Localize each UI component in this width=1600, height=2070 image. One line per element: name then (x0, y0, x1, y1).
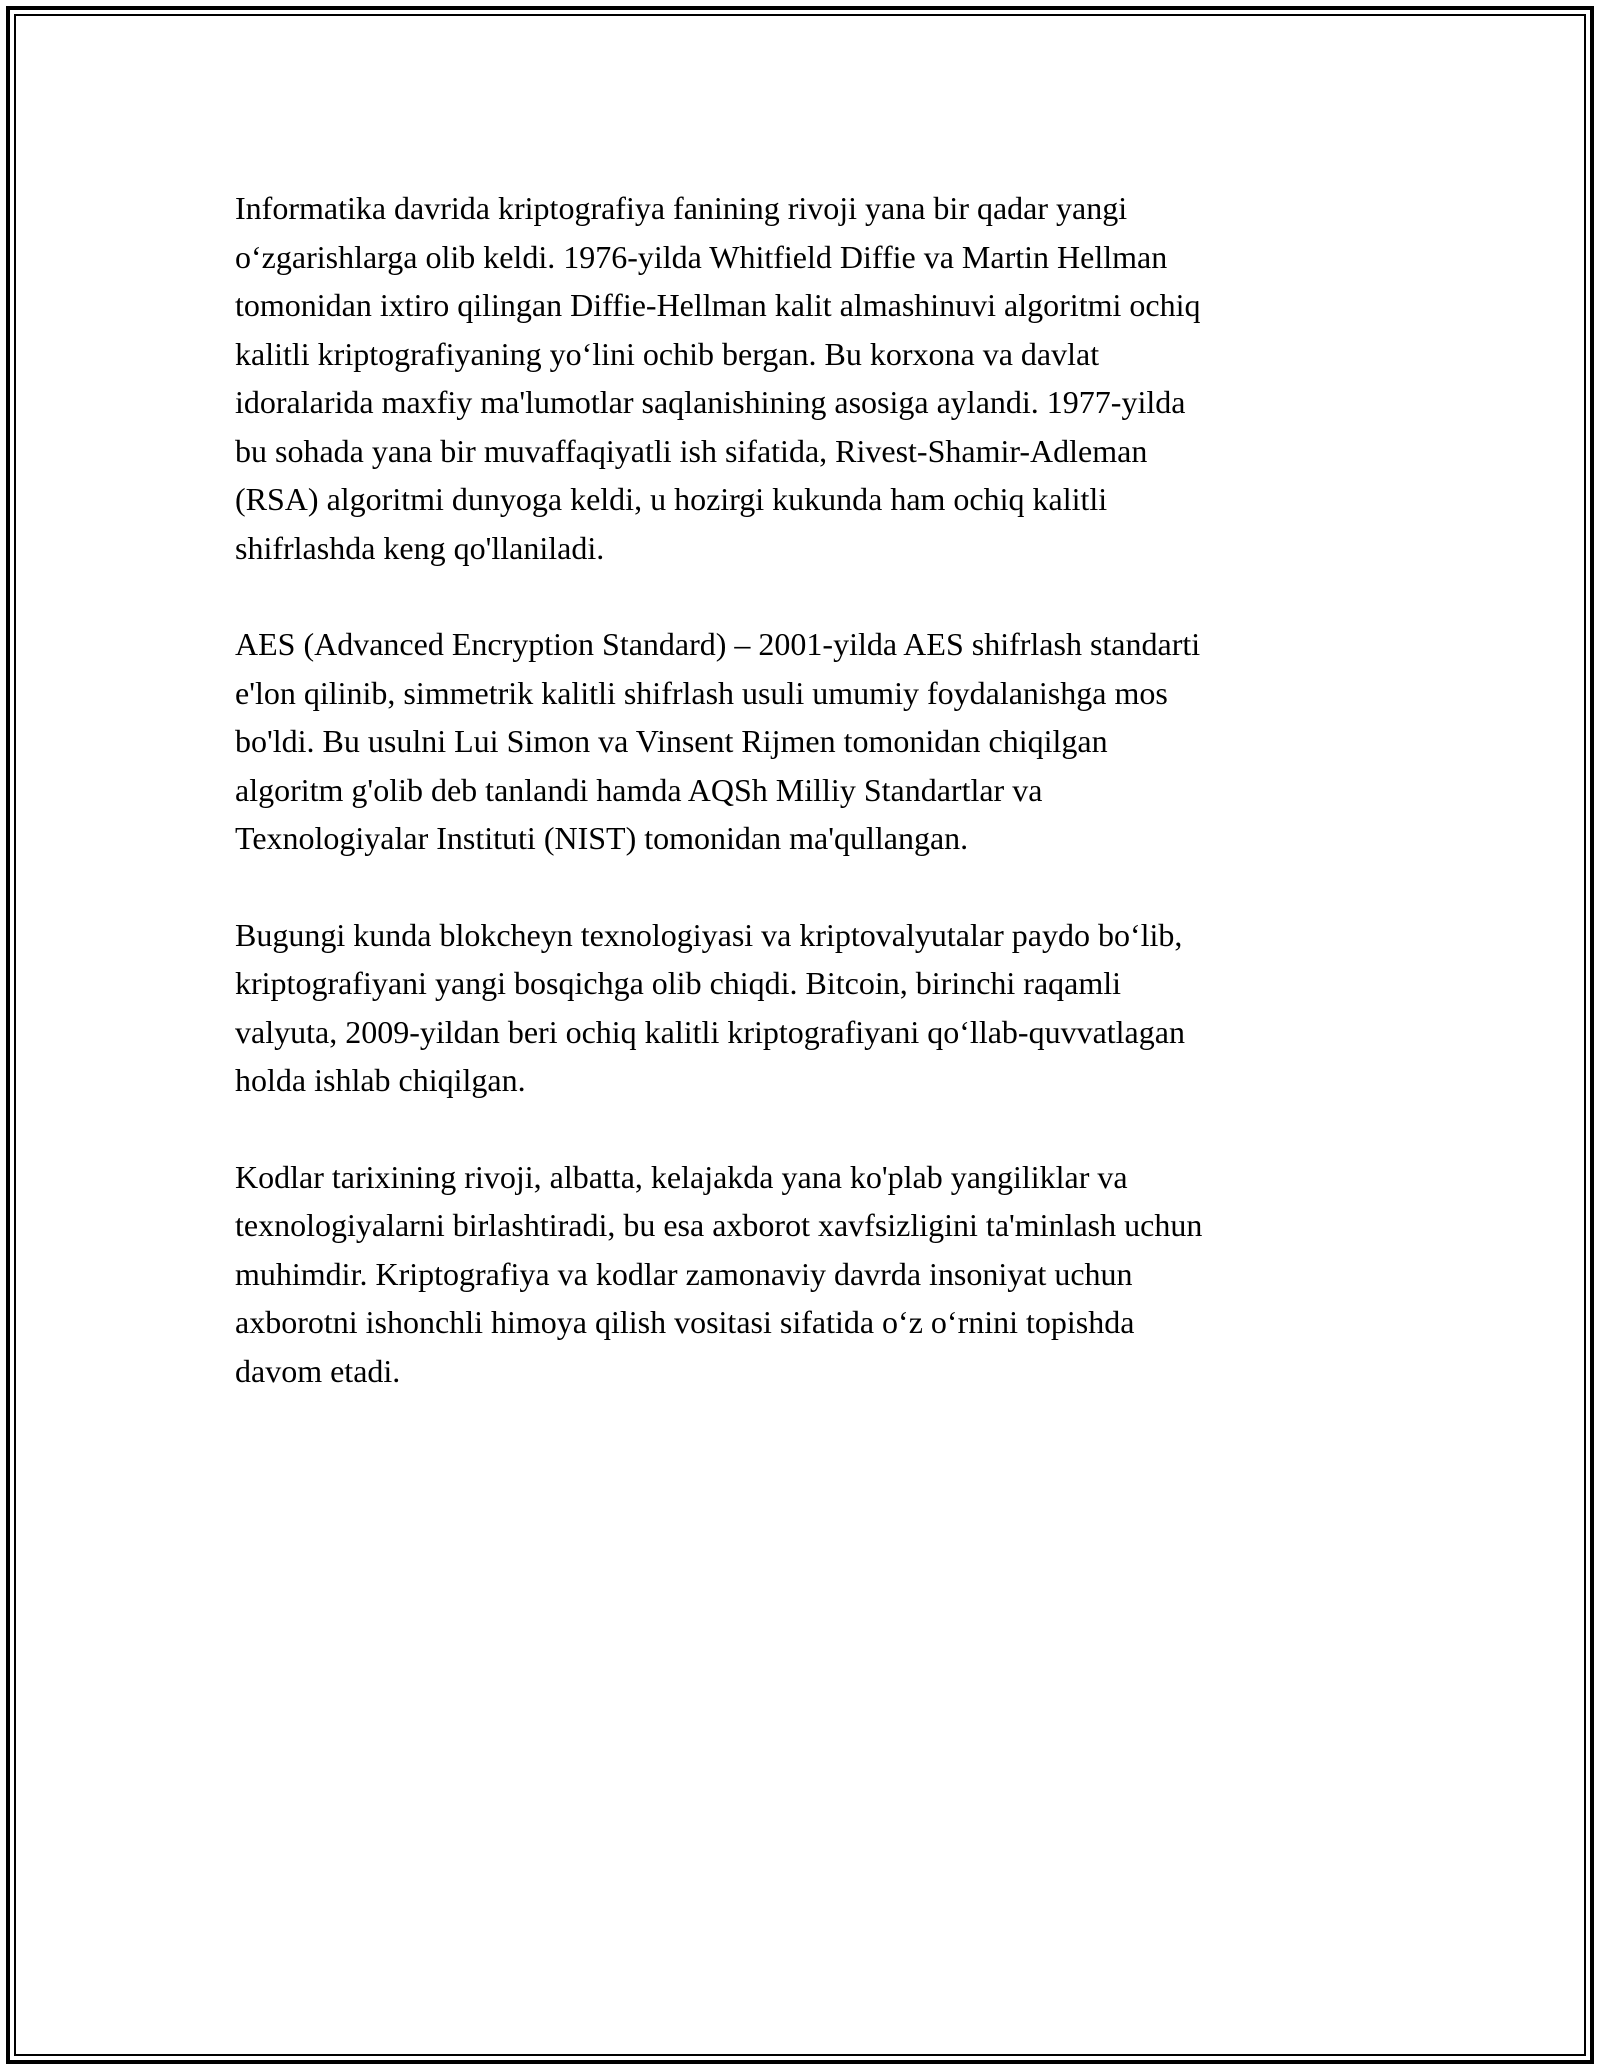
paragraph-1: Informatika davrida kriptografiya fanining rivoji yana bir qadar yangi o‘zgarishlarga olib keldi. 1976-yilda Whitfield Diffie va Martin Hellman tomonidan ixtiro qilingan Diffie-Hellman kalit almashinuvi algoritmi ochiq kalitli kriptografiyaning yo‘lini ochib bergan. Bu korxona va davlat idoralarida maxfiy ma'lumotlar saqlanishining asosiga aylandi. 1977-yilda bu sohada yana bir muvaffaqiyatli ish sifatida, Rivest-Shamir-Adleman (RSA) algoritmi dunyoga keldi, u hozirgi kukunda ham ochiq kalitli shifrlashda keng qo'llaniladi. (235, 190, 1201, 566)
paragraph-3: Bugungi kunda blokcheyn texnologiyasi va kriptovalyutalar paydo bo‘lib, kriptografiyani yangi bosqichga olib chiqdi. Bitcoin, birinchi raqamli valyuta, 2009-yildan beri ochiq kalitli kriptografiyani qo‘llab-quvvatlagan holda ishlab chiqilgan. (235, 916, 1185, 1098)
document-body (235, 184, 1355, 1443)
paragraph-4: Kodlar tarixining rivoji, albatta, kelajakda yana ko'plab yangiliklar va texnologiyalarni birlashtiradi, bu esa axborot xavfsizligini ta'minlash uchun muhimdir. Kriptografiya va kodlar zamonaviy davrda insoniyat uchun axborotni ishonchli himoya qilish vositasi sifatida o‘z o‘rnini topishda davom etadi. (235, 1158, 1203, 1389)
paragraph-2: AES (Advanced Encryption Standard) – 2001-yilda AES shifrlash standarti e'lon qilinib, simmetrik kalitli shifrlash usuli umumiy foydalanishga mos bo'ldi. Bu usulni Lui Simon va Vinsent Rijmen tomonidan chiqilgan algoritm g'olib deb tanlandi hamda AQSh Milliy Standartlar va Texnologiyalar Instituti (NIST) tomonidan ma'qullangan. (235, 626, 1201, 856)
